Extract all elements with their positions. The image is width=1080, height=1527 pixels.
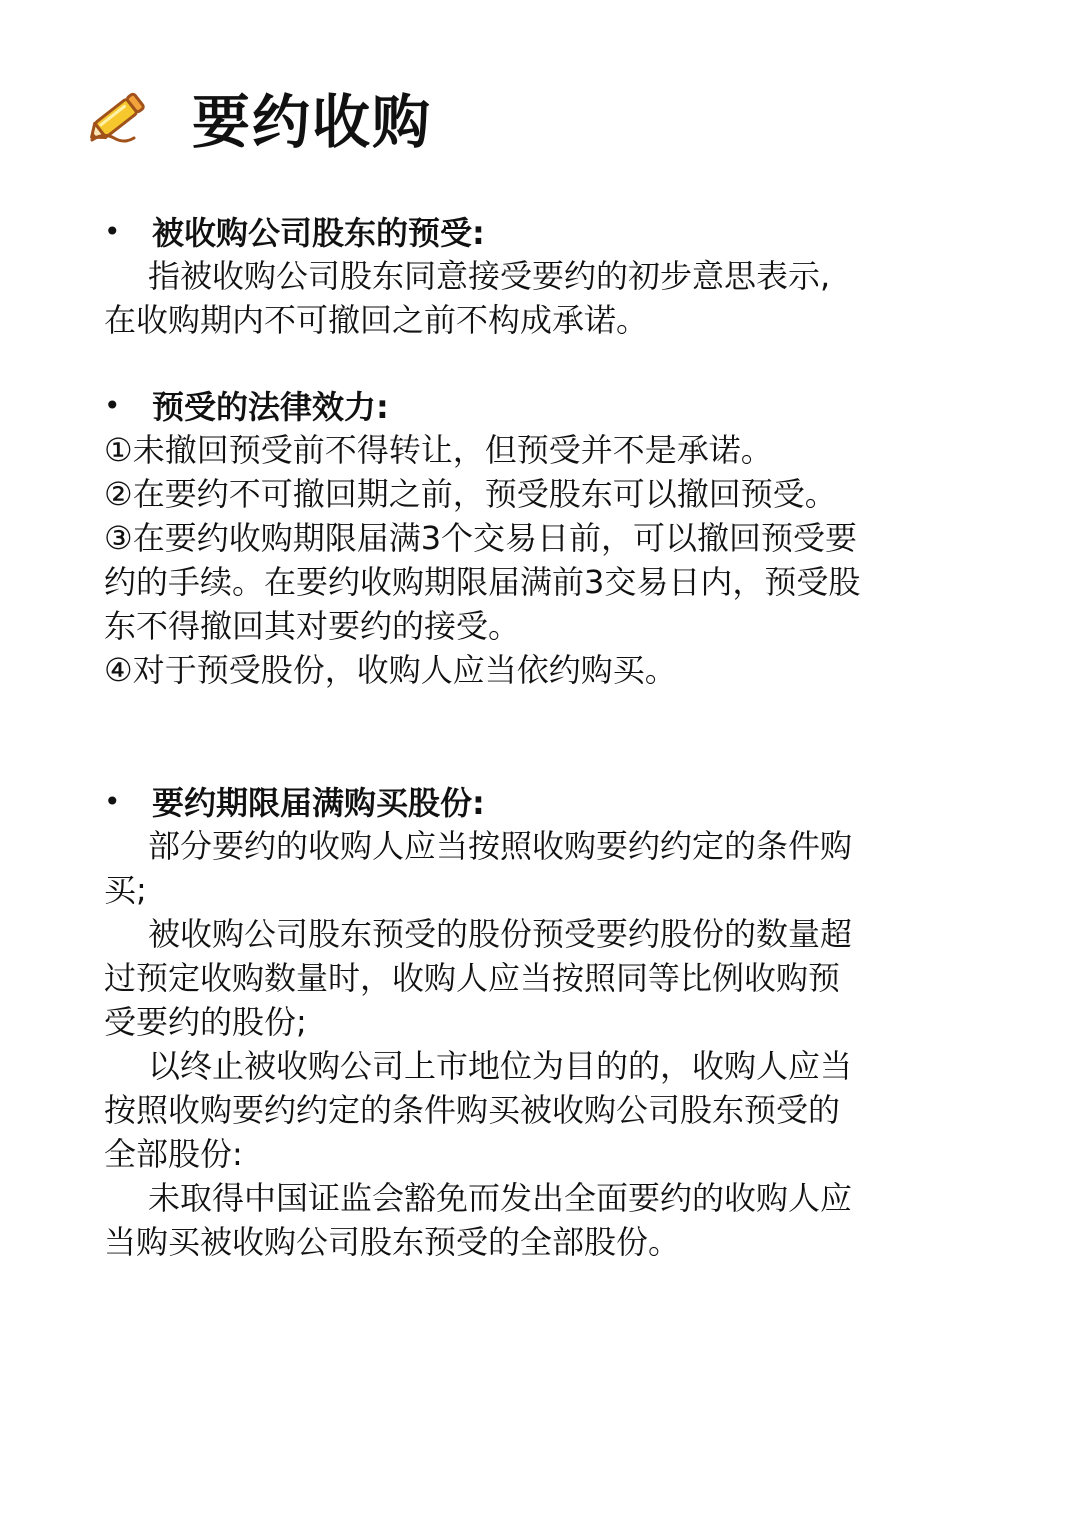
page-header <box>84 72 432 162</box>
text-line: 全部股份: <box>104 1135 243 1173</box>
text-line: ③在要约收购期限届满3个交易日前，可以撤回预受要 <box>104 519 858 557</box>
text-line: ④对于预受股份，收购人应当依约购买。 <box>104 651 677 689</box>
text-line: 受要约的股份; <box>104 1003 307 1041</box>
text-line: 指被收购公司股东同意接受要约的初步意思表示, <box>148 257 831 295</box>
section-heading-text: 预受的法律效力: <box>152 388 389 426</box>
section-heading <box>104 778 1004 824</box>
section-preacceptance <box>104 208 1004 342</box>
text-line: 当购买被收购公司股东预受的全部股份。 <box>104 1223 681 1261</box>
pencil-icon <box>84 82 154 152</box>
text-line: 按照收购要约约定的条件购买被收购公司股东预受的 <box>104 1091 841 1129</box>
section-heading <box>104 208 1004 254</box>
text-line: ②在要约不可撤回期之前，预受股东可以撤回预受。 <box>104 475 837 513</box>
text-line: ①未撤回预受前不得转让，但预受并不是承诺。 <box>104 431 773 469</box>
text-line: 买; <box>104 871 147 909</box>
bullet-icon: • <box>104 214 121 248</box>
section-heading-text: 被收购公司股东的预受: <box>152 214 485 252</box>
text-line: 未取得中国证监会豁免而发出全面要约的收购人应 <box>148 1179 853 1217</box>
text-line: 东不得撤回其对要约的接受。 <box>104 607 521 645</box>
text-line: 部分要约的收购人应当按照收购要约约定的条件购 <box>148 827 853 865</box>
section-heading-text: 要约期限届满购买股份: <box>152 784 485 822</box>
text-line: 被收购公司股东预受的股份预受要约股份的数量超 <box>148 915 853 953</box>
bullet-icon: • <box>104 388 121 422</box>
section-legal-effect <box>104 382 1004 692</box>
text-line: 以终止被收购公司上市地位为目的的，收购人应当 <box>148 1047 853 1085</box>
page-title: 要约收购 <box>192 88 433 156</box>
section-heading <box>104 382 1004 428</box>
section-purchase-on-expiry <box>104 778 1004 1264</box>
text-line: 过预定收购数量时，收购人应当按照同等比例收购预 <box>104 959 841 997</box>
bullet-icon: • <box>104 784 121 818</box>
text-line: 在收购期内不可撤回之前不构成承诺。 <box>104 301 649 339</box>
text-line: 约的手续。在要约收购期限届满前3交易日内，预受股 <box>104 563 861 601</box>
